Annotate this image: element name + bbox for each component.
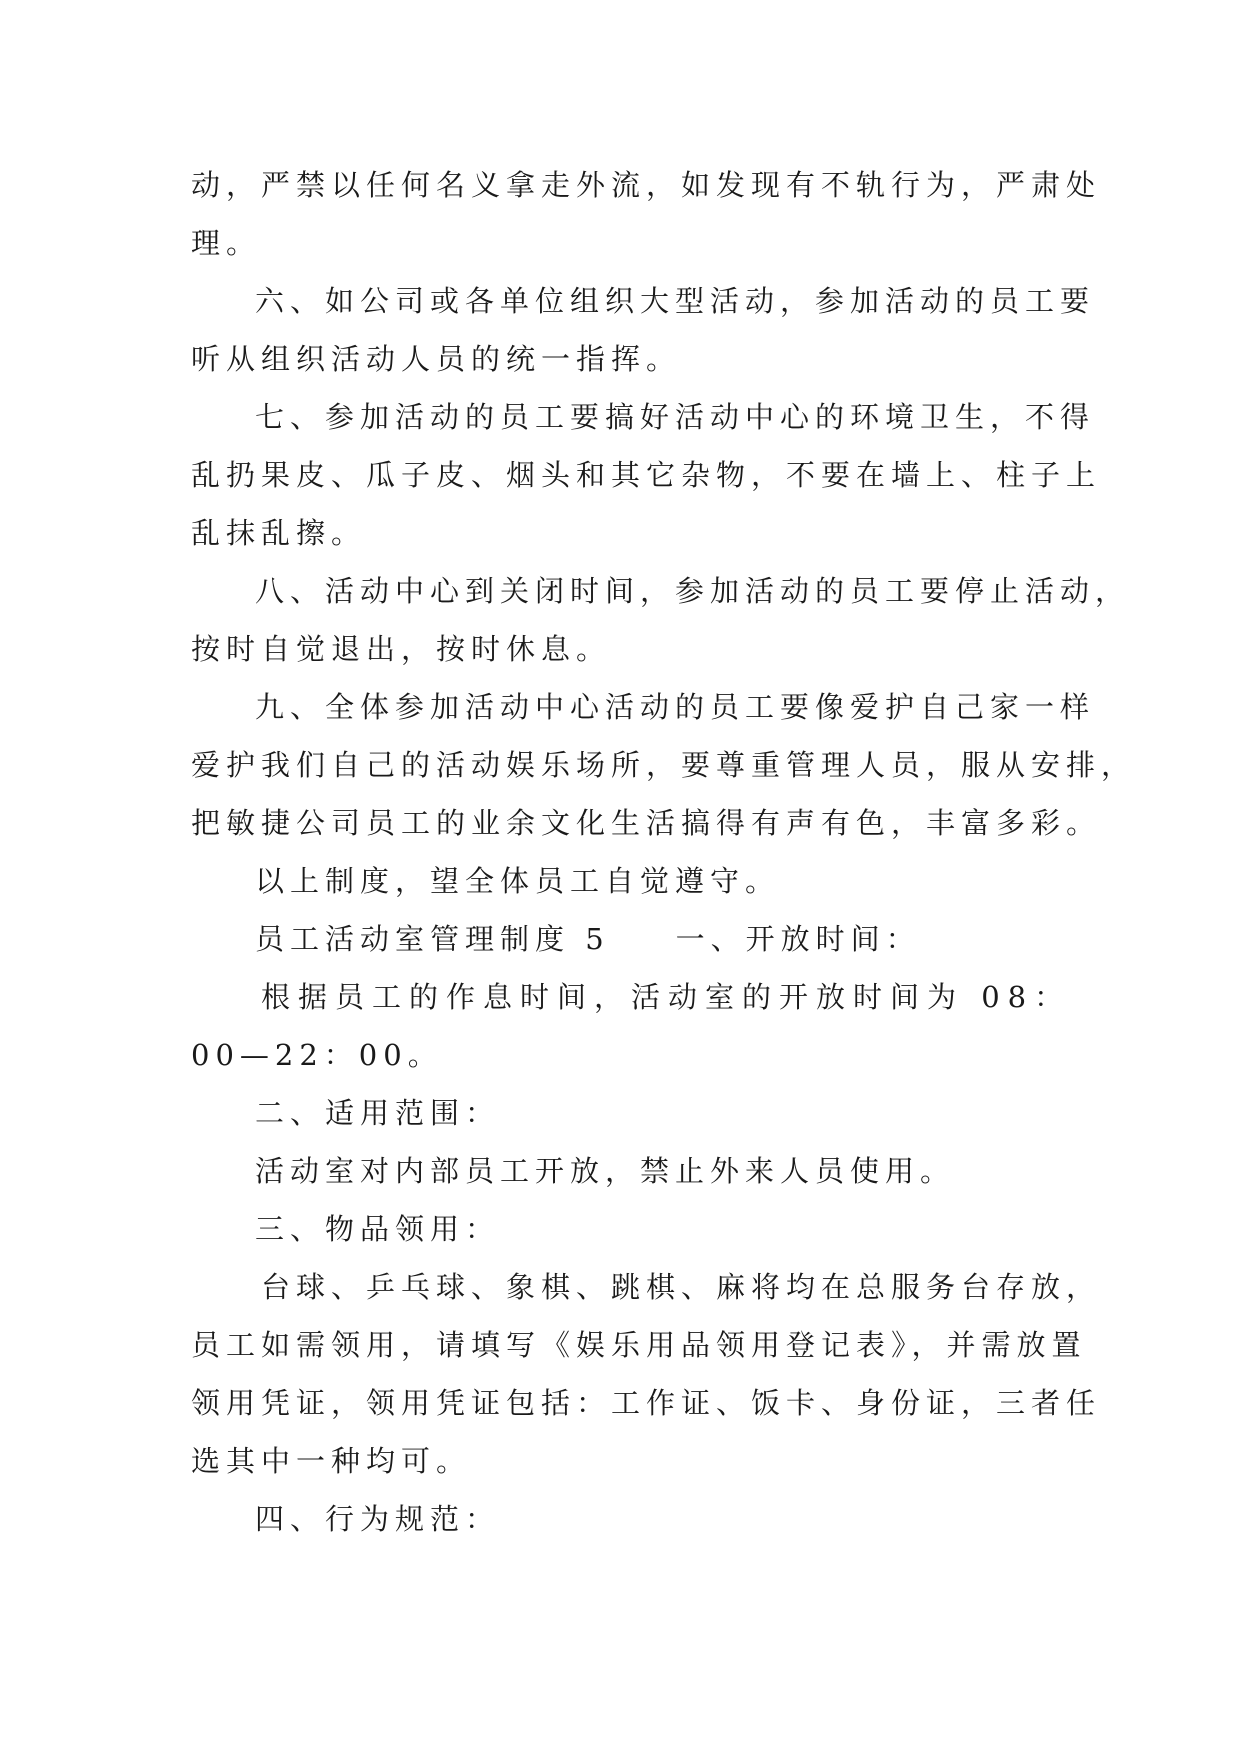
text-line: 领用凭证，领用凭证包括：工作证、饭卡、身份证，三者任 bbox=[191, 1386, 1102, 1420]
text-line: 听从组织活动人员的统一指挥。 bbox=[191, 342, 682, 376]
text-line: 员工如需领用，请填写《娱乐用品领用登记表》，并需放置 bbox=[191, 1328, 1087, 1362]
section-title: 员工活动室管理制度 5 bbox=[255, 922, 610, 956]
text-line: 理。 bbox=[191, 226, 262, 260]
text-line: 六、如公司或各单位组织大型活动，参加活动的员工要 bbox=[255, 284, 1096, 318]
text-line: 爱护我们自己的活动娱乐场所，要尊重管理人员，服从安排， bbox=[191, 748, 1137, 782]
text-line: 八、活动中心到关闭时间，参加活动的员工要停止活动， bbox=[255, 574, 1131, 608]
text-line: 00—22：00。 bbox=[191, 1038, 443, 1072]
text-line: 九、全体参加活动中心活动的员工要像爱护自己家一样 bbox=[255, 690, 1096, 724]
text-line: 以上制度，望全体员工自觉遵守。 bbox=[255, 864, 781, 898]
text-line: 动，严禁以任何名义拿走外流，如发现有不轨行为，严肃处 bbox=[191, 168, 1102, 202]
text-line: 选其中一种均可。 bbox=[191, 1444, 472, 1478]
text-line: 二、适用范围： bbox=[255, 1096, 501, 1130]
text-line: 乱扔果皮、瓜子皮、烟头和其它杂物，不要在墙上、柱子上 bbox=[191, 458, 1102, 492]
text-line: 根据员工的作息时间，活动室的开放时间为 08： bbox=[261, 980, 1072, 1014]
text-line: 把敏捷公司员工的业余文化生活搞得有声有色，丰富多彩。 bbox=[191, 806, 1102, 840]
text-line: 乱抹乱擦。 bbox=[191, 516, 367, 550]
text-line: 七、参加活动的员工要搞好活动中心的环境卫生，不得 bbox=[255, 400, 1096, 434]
section-heading-line bbox=[255, 919, 921, 959]
text-line: 四、行为规范： bbox=[255, 1502, 501, 1536]
subsection-heading: 一、开放时间： bbox=[675, 922, 921, 956]
text-line: 活动室对内部员工开放，禁止外来人员使用。 bbox=[255, 1154, 956, 1188]
text-line: 三、物品领用： bbox=[255, 1212, 501, 1246]
text-line: 台球、乒乓球、象棋、跳棋、麻将均在总服务台存放， bbox=[261, 1270, 1102, 1304]
text-line: 按时自觉退出，按时休息。 bbox=[191, 632, 612, 666]
